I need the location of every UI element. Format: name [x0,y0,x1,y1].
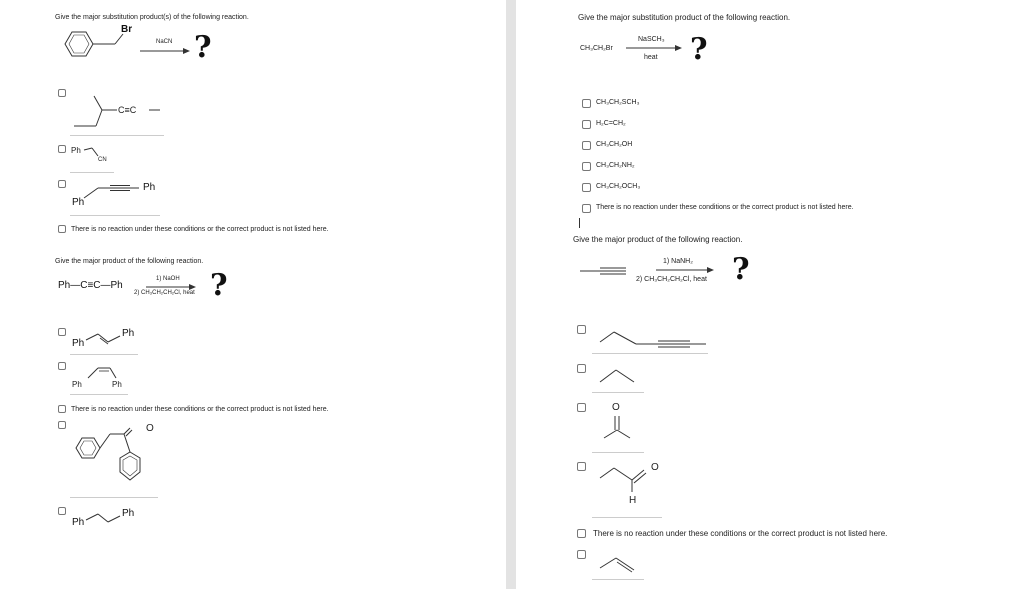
q4-option-1-underline [592,353,708,354]
q4-option-6-underline [592,579,644,580]
q4-option-1-structure [600,330,710,350]
q1-option-3-checkbox[interactable] [58,180,66,188]
q1-option-3-ph-right: Ph [143,182,156,193]
q3-option-5-label: CH₃CH₂OCH₃ [596,183,641,190]
q1-option-2-underline [70,172,114,173]
q1-option-1-underline [70,135,164,136]
q1-reaction-arrow [140,48,190,54]
q1-option-1-alkyne-label: C≡C [118,105,137,115]
q1-option-3-underline [70,215,160,216]
q3-option-1-checkbox[interactable] [582,99,591,108]
q3-option-3-label: CH₃CH₂OH [596,141,633,148]
q3-option-1-label: CH₃CH₂SCH₃ [596,99,640,106]
q2-option-1-ph-right: Ph [122,328,135,339]
q4-option-6-checkbox[interactable] [577,550,586,559]
right-question-panel [516,0,1024,589]
q2-option-5-ph-right: Ph [122,508,135,519]
q4-question-mark: ? [732,252,750,287]
q3-option-6-label: There is no reaction under these conditions or the correct product is not listed here. [596,204,854,211]
q1-option-1-checkbox[interactable] [58,89,66,97]
q4-option-6-structure [600,556,640,576]
q1-question-mark: ? [194,30,212,65]
q1-prompt: Give the major substitution product(s) of the following reaction. [55,14,249,21]
q1-reagent: NaCN [156,39,173,45]
q3-reactant: CH₃CH₂Br [580,45,613,52]
q4-option-4-underline [592,517,662,518]
q2-option-2-underline [70,394,128,395]
q2-option-1-ph-left: Ph [72,338,85,349]
q4-reactant-structure [580,266,628,276]
q2-option-1-underline [70,354,138,355]
q1-option-2-ph-label: Ph [71,146,81,155]
q2-option-2-ph-left: Ph [72,380,82,389]
q4-none-option-label: There is no reaction under these conditions or the correct product is not listed here. [593,529,888,538]
q4-option-1-checkbox[interactable] [577,325,586,334]
q2-question-mark: ? [210,268,228,303]
q2-option-5-checkbox[interactable] [58,507,66,515]
q4-reaction-arrow [656,267,714,273]
q3-prompt: Give the major substitution product of the following reaction. [578,13,791,22]
q4-step-1: 1) NaNH₂ [663,258,693,265]
q1-none-option-label: There is no reaction under these conditions or the correct product is not listed here. [71,226,329,233]
panel-divider [506,0,516,589]
q3-option-6-checkbox[interactable] [582,204,591,213]
q1-option-2-checkbox[interactable] [58,145,66,153]
q3-question-mark: ? [690,32,708,67]
q4-option-4-hydrogen-label: H [629,495,637,506]
q4-option-4-checkbox[interactable] [577,462,586,471]
q2-reactant: Ph—C≡C—Ph [58,280,123,291]
left-question-panel [0,0,506,589]
q1-none-option-checkbox[interactable] [58,225,66,233]
q4-option-4-oxygen-label: O [651,462,659,473]
q2-option-5-ph-left: Ph [72,517,85,528]
q2-option-1-checkbox[interactable] [58,328,66,336]
q3-option-2-label: H₂C=CH₂ [596,120,626,127]
q1-option-3-ph-left: Ph [72,197,85,208]
q2-option-2-ph-right: Ph [112,380,122,389]
q2-option-4-underline [70,497,158,498]
q3-option-5-checkbox[interactable] [582,183,591,192]
q4-option-2-checkbox[interactable] [577,364,586,373]
q3-reagent: NaSCH₃ [638,36,665,43]
text-cursor [579,218,580,228]
q4-option-3-underline [592,452,644,453]
q2-prompt: Give the major product of the following reaction. [55,258,204,265]
q3-option-4-label: CH₃CH₂NH₂ [596,162,635,169]
q4-option-2-structure [600,368,640,384]
q4-option-3-checkbox[interactable] [577,403,586,412]
q2-option-2-checkbox[interactable] [58,362,66,370]
q2-option-1-structure [86,332,126,346]
q4-prompt: Give the major product of the following reaction. [573,235,743,244]
q3-reaction-arrow [626,45,682,51]
q2-option-5-structure [86,512,126,526]
q3-option-4-checkbox[interactable] [582,162,591,171]
q4-option-3-structure [600,414,640,440]
q2-none-option-label: There is no reaction under these conditions or the correct product is not listed here. [71,406,329,413]
q2-none-option-checkbox[interactable] [58,405,66,413]
q4-none-option-checkbox[interactable] [577,529,586,538]
q4-option-3-oxygen-label: O [612,402,620,413]
q2-option-4-structure [72,424,162,496]
q3-condition: heat [644,54,658,61]
q2-option-4-oxygen-label: O [146,423,154,434]
q1-option-3-structure [84,184,144,200]
q2-step-2: 2) CH₃CH₂CH₂Cl, heat [134,290,195,296]
q1-reactant-structure [60,24,133,66]
q3-option-2-checkbox[interactable] [582,120,591,129]
q2-option-4-checkbox[interactable] [58,421,66,429]
q1-option-2-cn-label: CN [98,157,107,163]
q4-step-2: 2) CH₃CH₂CH₂Cl, heat [636,276,707,283]
q3-option-3-checkbox[interactable] [582,141,591,150]
q2-step-1: 1) NaOH [156,276,180,282]
q1-option-1-structure [72,92,162,132]
q1-bromo-label: Br [121,24,133,35]
q4-option-2-underline [592,392,644,393]
